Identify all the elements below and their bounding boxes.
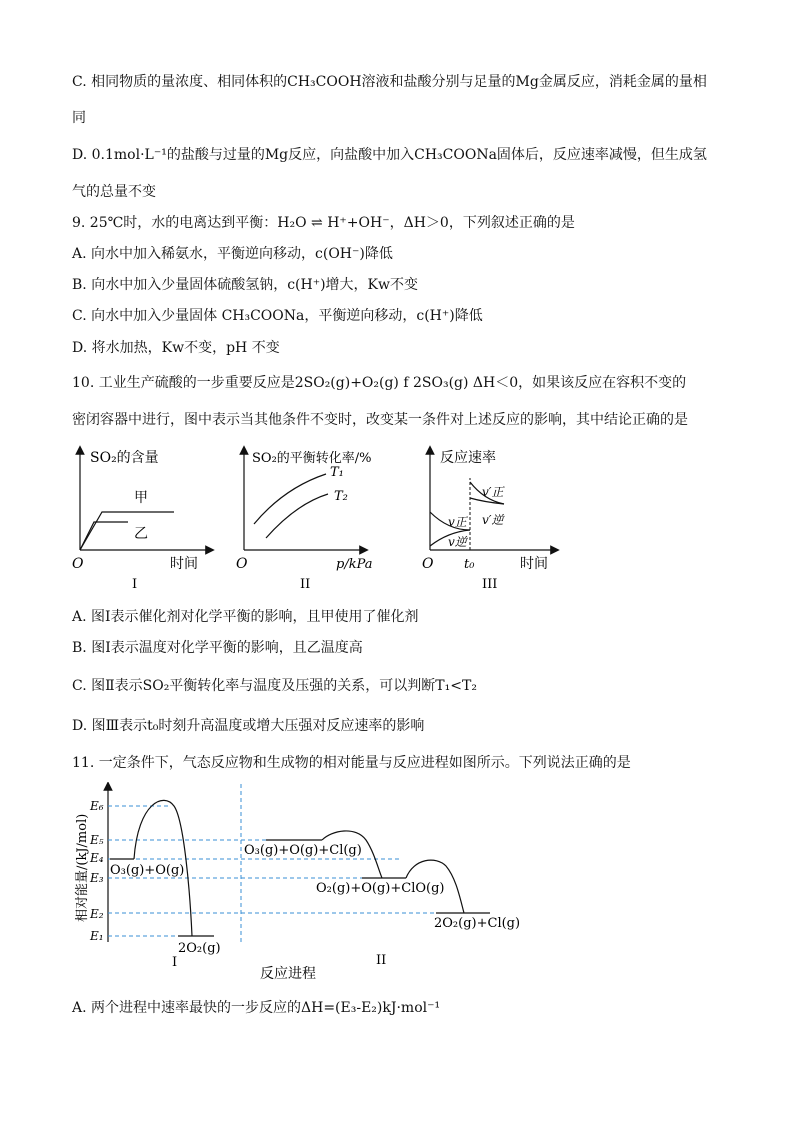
curve-jia	[80, 522, 128, 550]
origin-label: O	[72, 556, 84, 572]
q8-option-d-line1: D. 0.1mol·L⁻¹的盐酸与过量的Mg反应，向盐酸中加入CH₃COONa固体后，反应速率减慢，但生成氢	[72, 147, 707, 163]
q11-stem: 11. 一定条件下，气态反应物和生成物的相对能量与反应进程如图所示。下列说法正确的是	[72, 755, 631, 771]
q8-option-c-line2: 同	[72, 110, 86, 126]
v-reverse-label: v逆	[448, 535, 467, 549]
species-2o2-cl: 2O₂(g)+Cl(g)	[434, 916, 521, 931]
q10-option-b: B. 图Ⅰ表示温度对化学平衡的影响，且乙温度高	[72, 640, 363, 656]
q10-stem-line2: 密闭容器中进行，图中表示当其他条件不变时，改变某一条件对上述反应的影响，其中结论正确的是	[72, 412, 688, 428]
curve-yi	[80, 512, 174, 550]
q9-option-c: C. 向水中加入少量固体 CH₃COONa，平衡逆向移动，c(H⁺)降低	[72, 308, 483, 324]
figure-caption: II	[300, 577, 311, 592]
q9-option-b: B. 向水中加入少量固体硫酸氢钠，c(H⁺)增大，Kw不变	[72, 277, 418, 293]
v-forward-label: v正	[448, 515, 467, 529]
q11-option-a: A. 两个进程中速率最快的一步反应的ΔH=(E₃-E₂)kJ·mol⁻¹	[72, 1000, 441, 1016]
species-o3-o-cl: O₃(g)+O(g)+Cl(g)	[244, 843, 362, 858]
y-axis-label: 相对能量/(kJ/mol)	[75, 813, 90, 922]
curve-t2	[266, 494, 328, 538]
species-o2-o-clo: O₂(g)+O(g)+ClO(g)	[316, 881, 445, 896]
curve-jia-label: 甲	[134, 490, 148, 506]
level-label-e4: E₄	[90, 851, 104, 865]
curve-t1-label: T₁	[330, 465, 344, 480]
figure-caption: III	[482, 577, 498, 592]
x-axis-label: p/kPa	[336, 557, 373, 572]
v-forward-2-label: v′正	[482, 485, 504, 499]
q10-option-a: A. 图Ⅰ表示催化剂对化学平衡的影响，且甲使用了催化剂	[72, 609, 419, 625]
q10-figure-2	[234, 440, 394, 592]
level-label-e1: E₁	[90, 929, 104, 943]
q9-option-d: D. 将水加热，Kw不变，pH 不变	[72, 340, 280, 356]
level-label-e5: E₅	[90, 833, 104, 847]
q8-option-d-line2: 气的总量不变	[72, 184, 156, 200]
q8-option-c-line1: C. 相同物质的量浓度、相同体积的CH₃COOH溶液和盐酸分别与足量的Mg金属反应，消耗金属的量相	[72, 74, 707, 90]
level-label-e6: E₆	[90, 799, 104, 813]
curve-t2-label: T₂	[334, 489, 348, 504]
q10-stem-line1: 10. 工业生产硫酸的一步重要反应是2SO₂(g)+O₂(g) f 2SO₃(g) ΔH＜0，如果该反应在容积不变的	[72, 375, 687, 391]
q9-option-a: A. 向水中加入稀氨水，平衡逆向移动，c(OH⁻)降低	[72, 246, 393, 262]
origin-label: O	[422, 556, 434, 572]
v-reverse-2-label: v′逆	[482, 513, 504, 527]
process-ii-label: II	[376, 953, 387, 968]
x-axis-label: 时间	[170, 556, 198, 572]
curve-yi-label: 乙	[134, 526, 148, 542]
q10-option-c: C. 图Ⅱ表示SO₂平衡转化率与温度及压强的关系，可以判断T₁<T₂	[72, 678, 477, 694]
y-axis-label: 反应速率	[440, 450, 496, 466]
q9-stem: 9. 25℃时，水的电离达到平衡：H₂O ⇌ H⁺+OH⁻，ΔH＞0，下列叙述正确的是	[72, 215, 575, 231]
q11-energy-diagram	[70, 782, 530, 987]
t0-label: t₀	[464, 557, 475, 572]
species-2o2: 2O₂(g)	[178, 941, 221, 956]
level-label-e3: E₃	[90, 871, 104, 885]
x-axis-label: 反应进程	[260, 966, 316, 982]
origin-label: O	[236, 556, 248, 572]
level-label-e2: E₂	[90, 907, 104, 921]
q10-figure-3	[420, 440, 570, 592]
species-o3-o: O₃(g)+O(g)	[110, 863, 185, 878]
x-axis-label: 时间	[520, 556, 548, 572]
y-axis-label: SO₂的平衡转化率/%	[252, 451, 372, 466]
q10-option-d: D. 图Ⅲ表示t₀时刻升高温度或增大压强对反应速率的影响	[72, 718, 425, 734]
process-i-label: I	[172, 955, 178, 970]
q10-figure-1	[70, 440, 220, 592]
y-axis-label: SO₂的含量	[90, 450, 159, 466]
figure-caption: I	[132, 577, 138, 592]
